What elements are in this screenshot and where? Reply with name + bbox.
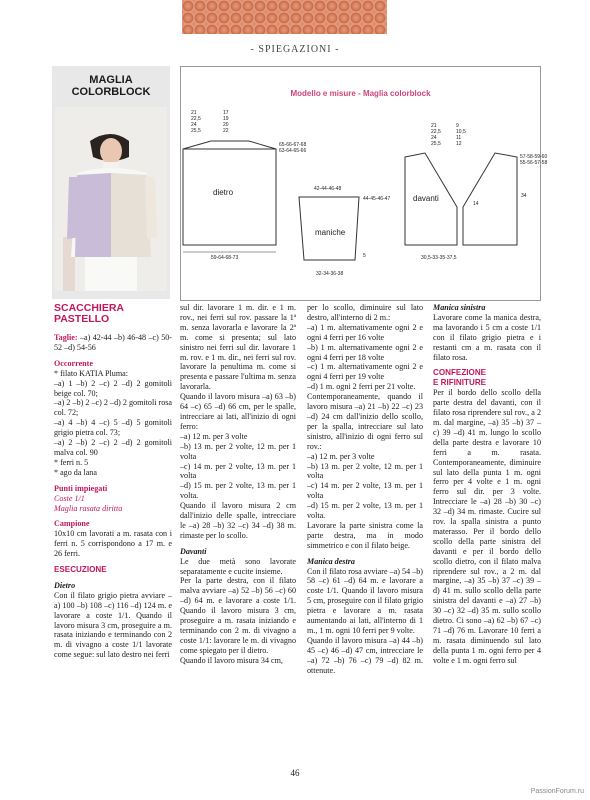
svg-text:5: 5	[363, 253, 366, 259]
svg-text:42-44-46-48: 42-44-46-48	[314, 186, 342, 192]
svg-text:davanti: davanti	[413, 194, 439, 203]
svg-text:21: 21	[431, 123, 437, 129]
svg-text:32-34-36-38: 32-34-36-38	[316, 271, 344, 277]
svg-text:44-45-46-47: 44-45-46-47	[363, 196, 391, 202]
svg-text:20: 20	[223, 122, 229, 128]
svg-text:24: 24	[191, 122, 197, 128]
svg-text:57-58-59-60: 57-58-59-60	[520, 154, 548, 160]
section-title: - SPIEGAZIONI -	[250, 44, 340, 55]
column-1: SCACCHIERA PASTELLO Taglie: –a) 42-44 –b) 46-48 –c) 50-52 –d) 54-56 Occorrente * filato KATIA Pluma: –a) 1 –b) 2 –c) 2 –d) 2 gomitoli beige col. 70; –a) 2 –b) 2 –c) 2 –d) 2 gomitoli rosa col. 72; –a) 4 –b) 4 –c) 5 –d) 5 gomitoli grigio pietra col. 73; –a) 2 –b) 2 –c) 2 –d) 2 gomitoli malva col. 90 * ferri n. 5 * ago da lana Punti impiegati Coste 1/1 Maglia rasata diritta Campione 10x10 cm lavorati a m. rasata con i ferri n. 5 corrispondono a 17 m. e 26 ferri. ESECUZIONE Dietro Con il filato grigio pietra avviare –a) 100 –b) 108 –c) 116 –d) 124 m. e lavorare a coste 1/1. Quando il lavoro misura 3 cm, proseguire a m. rasata iniziando e terminando con 2 m. di vivagno a coste 1/1 lavorate come segue: sul lato destro nei ferri	[54, 302, 172, 660]
svg-text:34: 34	[521, 193, 527, 199]
svg-text:24: 24	[431, 135, 437, 141]
svg-text:25,5: 25,5	[431, 141, 441, 147]
page-number: 46	[290, 768, 300, 778]
svg-text:maniche: maniche	[315, 228, 346, 237]
svg-text:9: 9	[456, 123, 459, 129]
svg-text:21: 21	[191, 110, 197, 116]
svg-text:22: 22	[223, 128, 229, 134]
schematic-box	[180, 66, 548, 301]
column-2: sul dir. lavorare 1 m. dir. e 1 m. rov., nei ferri sul rov. passare la 1ª m. senza lavorarla e lavorare la 2ª m. come si presenta; sul lato sinistro nei ferri sul dir. lavorare 1 m. rov. e 1 m. dir., nei ferri sul rov. lavorare la penultima m. come si presenta e passare l'ultima m. senza lavorarla. Quando il lavoro misura –a) 63 –b) 64 –c) 65 –d) 66 cm, per le spalle, intrecciare ai lati, all'inizio di ogni ferro: –a) 12 m. per 3 volte –b) 13 m. per 2 volte, 12 m. per 1 volta –c) 14 m. per 2 volte, 13 m. per 1 volta –d) 15 m. per 2 volte, 13 m. per 1 volta. Quando il lavoro misura 2 cm dall'inizio delle spalle, intrecciare le –a) 28 –b) 32 –c) 34 –d) 38 m. rimaste per lo scollo. Davanti Le due metà sono lavorate separatamente e cucite insieme. Per la parte destra, con il filato malva avviare –a) 52 –b) 56 –c) 60 –d) 64 m. e lavorare a coste 1/1. Quando il lavoro misura 3 cm, proseguire a m. rasata iniziando e terminando con 2 m. di vivagno a coste 1/1: lavorare le m. di vivagno come spiegato per il dietro. Quando il lavoro misura 34 cm,	[180, 303, 296, 665]
svg-text:14: 14	[473, 201, 479, 207]
svg-text:19: 19	[223, 116, 229, 122]
svg-text:59-64-68-73: 59-64-68-73	[211, 255, 239, 261]
model-photo	[55, 107, 167, 291]
svg-text:12: 12	[456, 141, 462, 147]
svg-text:63-64-65-66: 63-64-65-66	[279, 148, 307, 154]
svg-text:22,5: 22,5	[191, 116, 201, 122]
svg-text:55-56-57-58: 55-56-57-58	[520, 160, 548, 166]
svg-text:dietro: dietro	[213, 188, 234, 197]
schematic-title: Modello e misure - Maglia colorblock	[290, 89, 431, 98]
column-3: per lo scollo, diminuire sul lato destro, all'interno di 2 m.: –a) 1 m. alternativamente ogni 2 e ogni 4 ferri per 16 volte –b) 1 m. alternativamente ogni 2 e ogni 4 ferri per 18 volte –c) 1 m. alternativamente ogni 2 e ogni 4 ferri per 19 volte –d) 1 m. ogni 2 ferri per 21 volte. Contemporaneamente, quando il lavoro misura –a) 21 –b) 22 –c) 23 –d) 24 cm dall'inizio dello scollo, per la spalla, intrecciare sul lato sinistro, all'inizio di ogni ferro sul rov.: –a) 12 m. per 3 volte –b) 13 m. per 2 volte, 12 m. per 1 volta –c) 14 m. per 2 volte, 13 m. per 1 volta –d) 15 m. per 2 volte, 13 m. per 1 volta. Lavorare la parte sinistra come la parte destra, ma in modo simmetrico e con il filato beige. Manica destra Con il filato rosa avviare –a) 54 –b) 58 –c) 61 –d) 64 m. e lavorare a coste 1/1. Quando il lavoro misura 5 cm, proseguire con il filato grigio pietra e lavorare a m. rasata aumentando ai lati, all'interno di 1 m., 1 m. ogni 10 ferri per 9 volte. Quando il lavoro misura –a) 44 –b) 45 –c) 46 –d) 47 cm, intrecciare le –a) 72 –b) 76 –c) 79 –d) 82 m. ottenute.	[307, 303, 423, 675]
svg-text:10,5: 10,5	[456, 129, 466, 135]
knit-texture-banner	[182, 0, 387, 34]
watermark: PassionForum.ru	[530, 788, 584, 795]
svg-text:65-66-67-68: 65-66-67-68	[279, 142, 307, 148]
pattern-title: MAGLIA COLORBLOCK	[71, 74, 151, 98]
pattern-heading: SCACCHIERA PASTELLO	[54, 302, 125, 325]
svg-text:11: 11	[456, 135, 462, 141]
svg-text:25,5: 25,5	[191, 128, 201, 134]
svg-text:17: 17	[223, 110, 229, 116]
svg-text:30,5-33-35-37,5: 30,5-33-35-37,5	[421, 255, 457, 261]
svg-text:22,5: 22,5	[431, 129, 441, 135]
column-4: Manica sinistra Lavorare come la manica destra, ma lavorando i 5 cm a coste 1/1 con il filato grigio pietra e i restanti cm a m. rasata con il filato rosa. CONFEZIONE E RIFINITURE Per il bordo dello scollo della parte destra del davanti, con il filato rosa riprendere sul rov., a 2 m. dal margine, –a) 35 –b) 37 –c) 39 –d) 41 m. lungo lo scollo della parte destra e lavorare 10 ferri a m. rasata. Contemporaneamente, diminuire sul lato della punta 1 m. ogni ferro per 4 volte e 1 m. ogni ferro sul dir. per 3 volte. Intrecciare le –a) 28 –b) 30 –c) 32 –d) 34 m. rimaste. Cucire sul rov. la spalla sinistra a punto materasso. Per il bordo dello scollo della parte sinistra del davanti e per il bordo dello scollo dietro, con il filato malva riprendere sul rov., a 2 m. dal margine, –a) 35 –b) 37 –c) 39 –d) 41 m. sullo scollo della parte sinistra del davanti e –a) 27 –b) 30 –c) 32 –d) 35 m. sullo scollo dietro. Ci sono –a) 62 –b) 67 –c) 71 –d) 76 m. Lavorare 10 ferri a m. rasata diminuendo sul lato della punta 1 m. ogni ferro per 4 volte e 1 m. ogni ferro sul	[433, 303, 541, 665]
